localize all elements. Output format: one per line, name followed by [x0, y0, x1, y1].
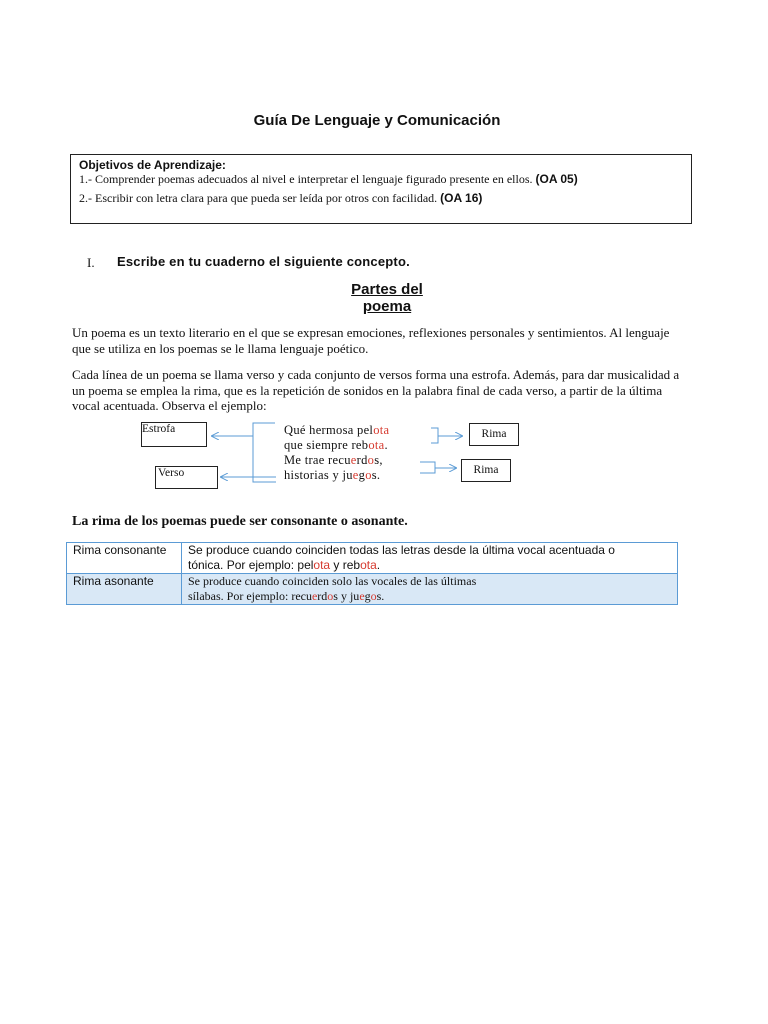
- subtitle-line: poema: [362, 298, 412, 315]
- rima-table: [66, 542, 678, 605]
- rima-title: La rima de los poemas puede ser consonante o asonante.: [72, 514, 408, 529]
- label-estrofa: [141, 422, 207, 447]
- objective-code: (OA 05): [535, 172, 578, 186]
- subtitle-line: Partes del: [351, 281, 423, 298]
- objective-text: 1.- Comprender poemas adecuados al nivel e interpretar el lenguaje figurado presente en ellos.: [79, 172, 533, 186]
- section-number: I.: [87, 255, 95, 270]
- paragraph-verse-rhyme: Cada línea de un poema se llama verso y cada conjunto de versos forma una estrofa. Además, para dar musicalidad a un poema se emplea la rima, que es la repetición de sonidos en la palabra final de cada verso, a partir de la última vocal acentuada. Observa el ejemplo:: [72, 367, 680, 413]
- table-row: [67, 543, 678, 574]
- label-rima: [469, 423, 519, 446]
- verse-line: historias y juegos.: [284, 468, 381, 482]
- objectives-heading: Objetivos de Aprendizaje:: [79, 158, 226, 172]
- label-rima-text: Rima: [481, 428, 507, 440]
- paragraph-definition: Un poema es un texto literario en el que se expresan emociones, reflexiones personales y sentimientos. Al lenguaje que se utiliza en los poemas se le llama lenguaje poético.: [72, 325, 670, 356]
- objective-text: 2.- Escribir con letra clara para que pueda ser leída por otros con facilidad.: [79, 191, 438, 205]
- table-row: [67, 574, 678, 605]
- rima-desc-cell: Se produce cuando coinciden todas las letras desde la última vocal acentuada o tónica. Por ejemplo: pelota y rebota.: [182, 543, 678, 574]
- page-title: Guía De Lenguaje y Comunicación: [253, 112, 501, 129]
- objective-code: (OA 16): [440, 191, 483, 205]
- verse-line: Me trae recuerdos,: [284, 453, 383, 467]
- label-verso-text: Verso: [158, 467, 185, 479]
- poem-verses: [284, 423, 389, 483]
- label-rima-text: Rima: [473, 464, 499, 476]
- label-rima: [461, 459, 511, 482]
- rima-type-cell: Rima asonante: [67, 574, 182, 605]
- label-verso: [155, 466, 218, 489]
- label-estrofa-text: Estrofa: [142, 423, 176, 435]
- rima-type-cell: Rima consonante: [67, 543, 182, 574]
- section-instruction: Escribe en tu cuaderno el siguiente concepto.: [117, 254, 410, 269]
- verse-line: que siempre rebota.: [284, 438, 388, 452]
- verse-line: Qué hermosa pelota: [284, 423, 390, 437]
- rima-desc-cell: Se produce cuando coinciden solo las vocales de las últimas sílabas. Por ejemplo: recuerdos y juegos.: [182, 574, 678, 605]
